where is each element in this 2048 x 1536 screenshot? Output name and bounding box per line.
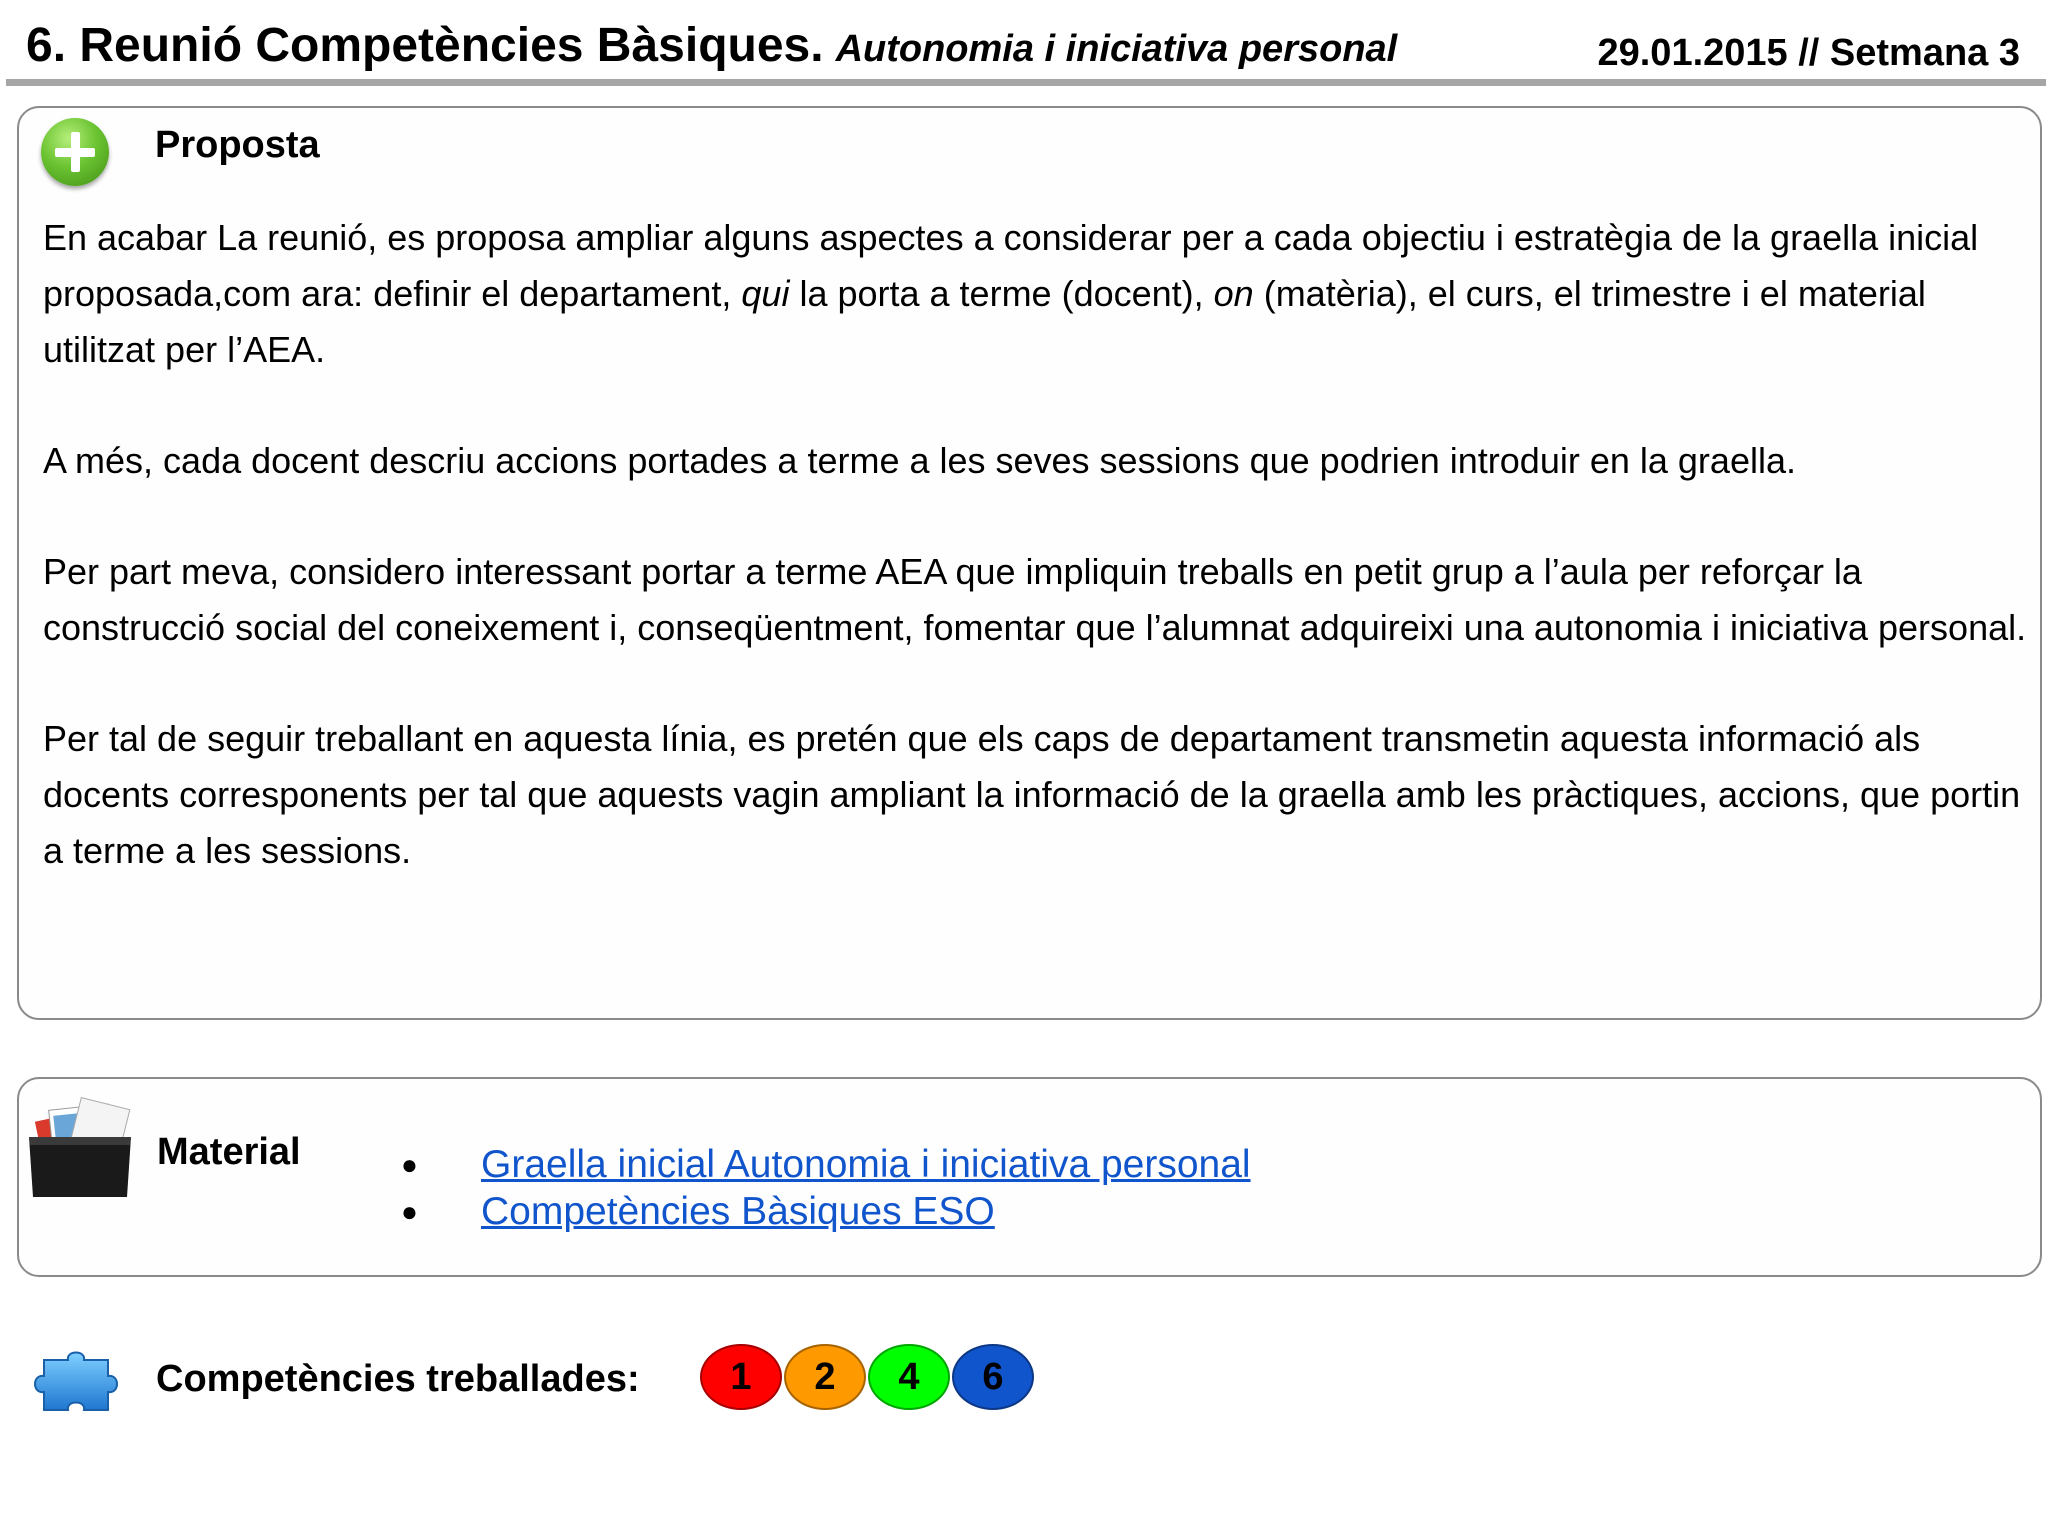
paragraph-3: Per part meva, considero interessant portar a terme AEA que impliquin treballs en petit grup a l’aula per reforçar la construcció social del coneixement i, conseqüentment, fomentar que l’alumnat adquireixi una autonomia i iniciativa personal. bbox=[43, 551, 2027, 648]
material-list bbox=[401, 1141, 1251, 1235]
paragraph-1-qui: qui bbox=[741, 273, 790, 314]
competency-badge-2: 2 bbox=[784, 1344, 866, 1410]
paragraph-2: A més, cada docent descriu accions portades a terme a les seves sessions que podrien introduir en la graella. bbox=[43, 440, 1796, 481]
header bbox=[0, 0, 2048, 90]
puzzle-icon bbox=[24, 1346, 132, 1418]
plus-icon bbox=[41, 118, 109, 186]
link-graella-inicial[interactable]: Graella inicial Autonomia i iniciativa personal bbox=[481, 1143, 1251, 1186]
paragraph-1-on: on bbox=[1213, 273, 1254, 314]
date-week: 29.01.2015 // Setmana 3 bbox=[1597, 32, 2020, 74]
competency-badge-4: 4 bbox=[868, 1344, 950, 1410]
list-item bbox=[401, 1141, 1251, 1188]
header-divider bbox=[6, 79, 2046, 86]
folder-icon bbox=[25, 1093, 135, 1201]
title-text: 6. Reunió Competències Bàsiques. bbox=[26, 19, 824, 72]
competencies-label: Competències treballades: bbox=[156, 1358, 640, 1400]
title-subtitle: Autonomia i iniciativa personal bbox=[835, 28, 1398, 70]
list-item bbox=[401, 1188, 1251, 1235]
paragraph-1 bbox=[43, 210, 2028, 378]
proposta-heading: Proposta bbox=[155, 124, 320, 166]
paragraph-1-part-a: En acabar La reunió, es proposa ampliar alguns aspectes a considerar per a cada objectiu i estratègia de la graella inicial proposada,com ara: definir el departament, bbox=[43, 217, 1979, 314]
material-heading: Material bbox=[157, 1131, 301, 1173]
proposta-panel bbox=[17, 106, 2042, 1020]
page-title bbox=[26, 18, 1397, 73]
link-competencies-basiques[interactable]: Competències Bàsiques ESO bbox=[481, 1190, 995, 1233]
competency-badge-6: 6 bbox=[952, 1344, 1034, 1410]
paragraph-4: Per tal de seguir treballant en aquesta línia, es pretén que els caps de departament transmetin aquesta informació als docents corresponents per tal que aquests vagin ampliant la informació de la graella amb les pràctiques, accions, que portin a terme a les sessions. bbox=[43, 718, 2021, 871]
material-panel bbox=[17, 1077, 2042, 1277]
paragraph-1-part-c: (matèria), el curs, el trimestre i el material utilitzat per l’AEA. bbox=[43, 273, 1926, 370]
paragraph-1-part-b: la porta a terme (docent), bbox=[789, 273, 1214, 314]
proposta-body bbox=[43, 210, 2028, 934]
competency-badge-1: 1 bbox=[700, 1344, 782, 1410]
